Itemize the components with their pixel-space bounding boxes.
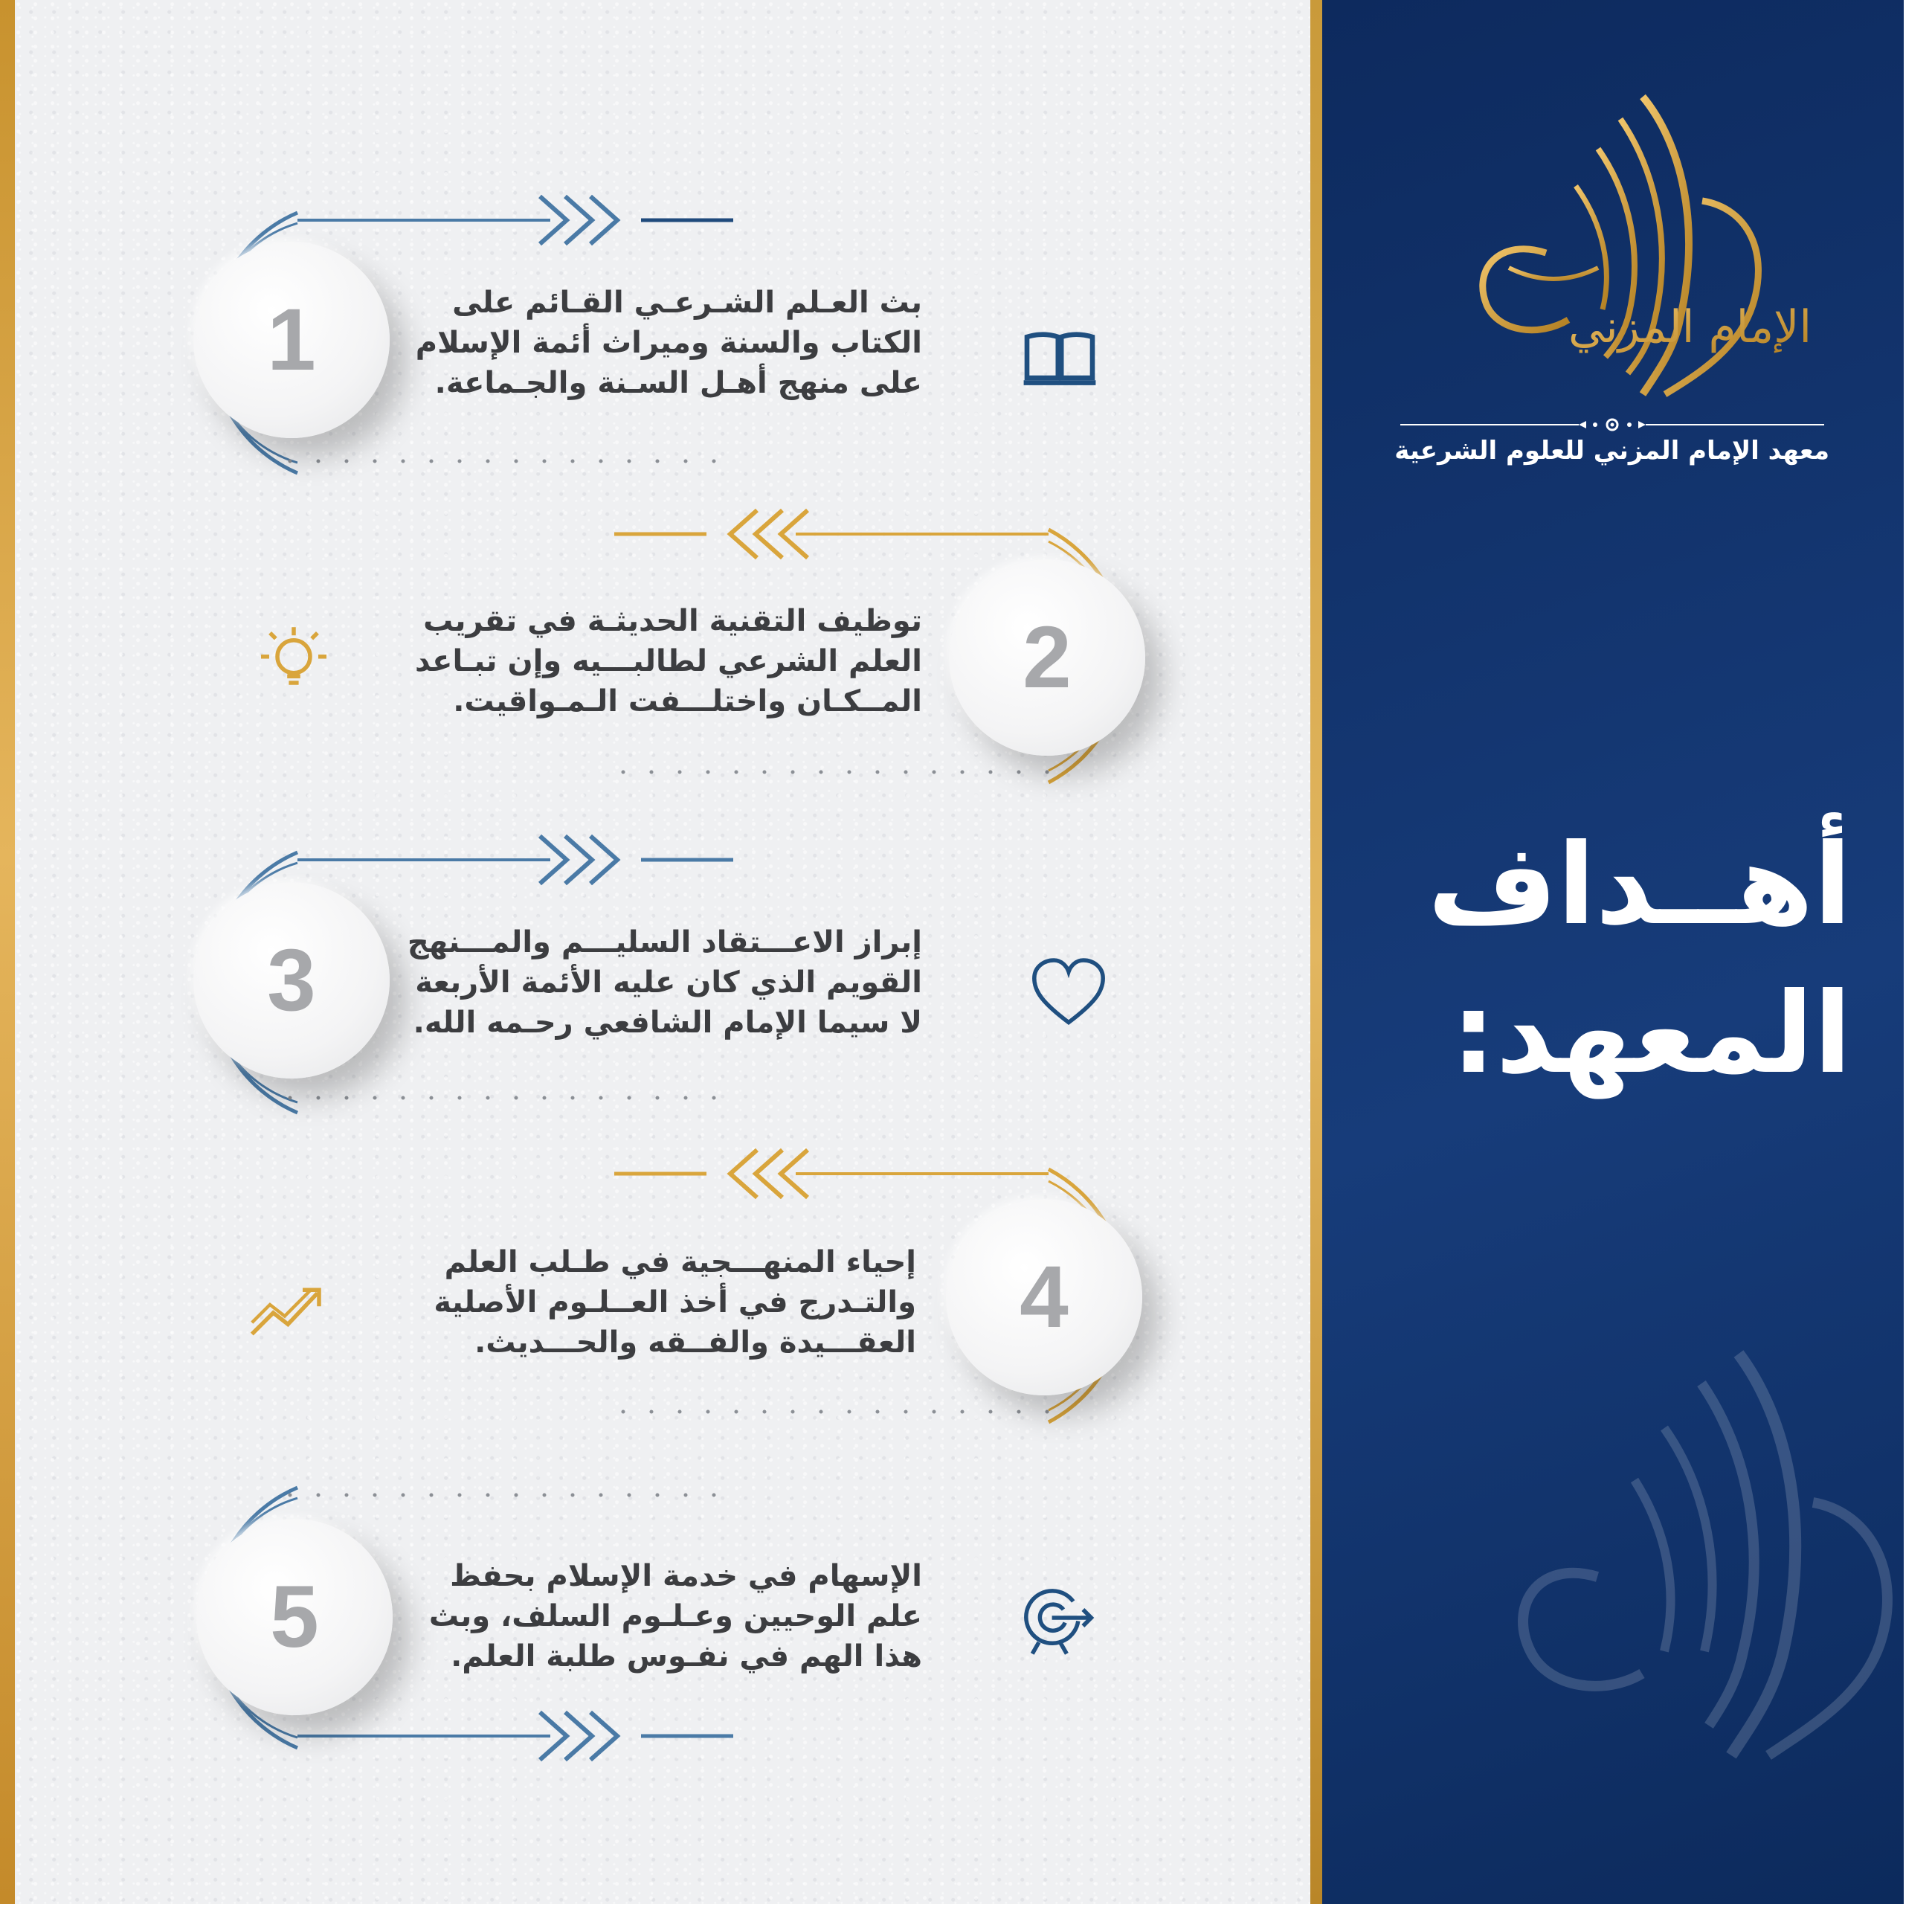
lightbulb-icon	[253, 617, 335, 699]
step-number: 5	[270, 1568, 319, 1666]
step-line: إبراز الاعـــتقاد السليـــم والمـــنهج	[407, 925, 922, 959]
goal-step-5	[15, 1480, 1310, 1763]
step-line: بث العـلم الشـرعـي القـائم على	[452, 286, 922, 320]
step-line: إحياء المنهـــجية في طـلب العلم	[444, 1245, 916, 1279]
step-4-text	[351, 1242, 916, 1363]
goal-step-4	[15, 1145, 1310, 1428]
step-line: لا سيما الإمام الشافعي رحـمه الله.	[413, 1006, 922, 1040]
step-line: على منهج أهـل السـنة والجـماعة.	[434, 366, 922, 400]
goal-step-1	[15, 186, 1310, 469]
logo-calligraphy-text: الإمام المزني	[1568, 301, 1812, 353]
title-line-1: أهــداف	[1427, 820, 1852, 950]
step-number: 3	[267, 931, 316, 1029]
logo-watermark	[1516, 1354, 1932, 1919]
step-line: القويم الذي كان عليه الأئمة الأربعة	[415, 965, 922, 1000]
target-icon	[1014, 1577, 1096, 1659]
step-line: والتـدرج في أخذ العــلـوم الأصلية	[434, 1285, 916, 1319]
goal-step-3	[15, 826, 1310, 1108]
step-2-text	[357, 601, 922, 721]
step-2-number-badge	[949, 559, 1145, 756]
book-icon	[1019, 312, 1101, 394]
step-number: 2	[1023, 608, 1072, 707]
ornamental-divider	[1400, 414, 1824, 436]
step-3-text	[357, 922, 922, 1043]
step-line: الكتاب والسنة وميراث أئمة الإسلام	[415, 326, 922, 360]
institute-logo	[1457, 97, 1812, 409]
goal-step-2	[15, 506, 1310, 788]
step-line: العلم الشرعي لطالبـــيه وإن تبـاعد	[415, 644, 922, 678]
page-title	[1376, 811, 1852, 1108]
step-line: هذا الهم في نفـوس طلبة العلم.	[451, 1639, 922, 1674]
gold-divider	[1310, 0, 1322, 1904]
trend-up-icon	[245, 1272, 327, 1354]
step-number: 1	[267, 291, 316, 389]
step-1-text	[357, 283, 922, 403]
title-line-2: المعهد:	[1451, 969, 1852, 1099]
step-line: المــكـان واختلـــفت الـمـواقيت.	[453, 684, 922, 719]
left-gold-border	[0, 0, 15, 1904]
step-line: علم الوحيين وعـلـوم السلف، وبث	[428, 1599, 922, 1633]
brand-panel	[1322, 0, 1904, 1904]
heart-icon	[1028, 952, 1110, 1034]
goals-list-area	[15, 0, 1310, 1904]
institute-name: معهد الإمام المزني للعلوم الشرعية	[1394, 436, 1829, 466]
step-line: توظيف التقنية الحديثـة في تقريب	[423, 604, 922, 638]
step-4-number-badge	[946, 1199, 1142, 1395]
step-line: الإسهام في خدمة الإسلام بحفظ	[450, 1559, 922, 1593]
step-5-text	[357, 1556, 922, 1677]
step-line: العقـــيدة والفــقه والحـــديث.	[474, 1325, 916, 1360]
step-number: 4	[1020, 1248, 1069, 1346]
